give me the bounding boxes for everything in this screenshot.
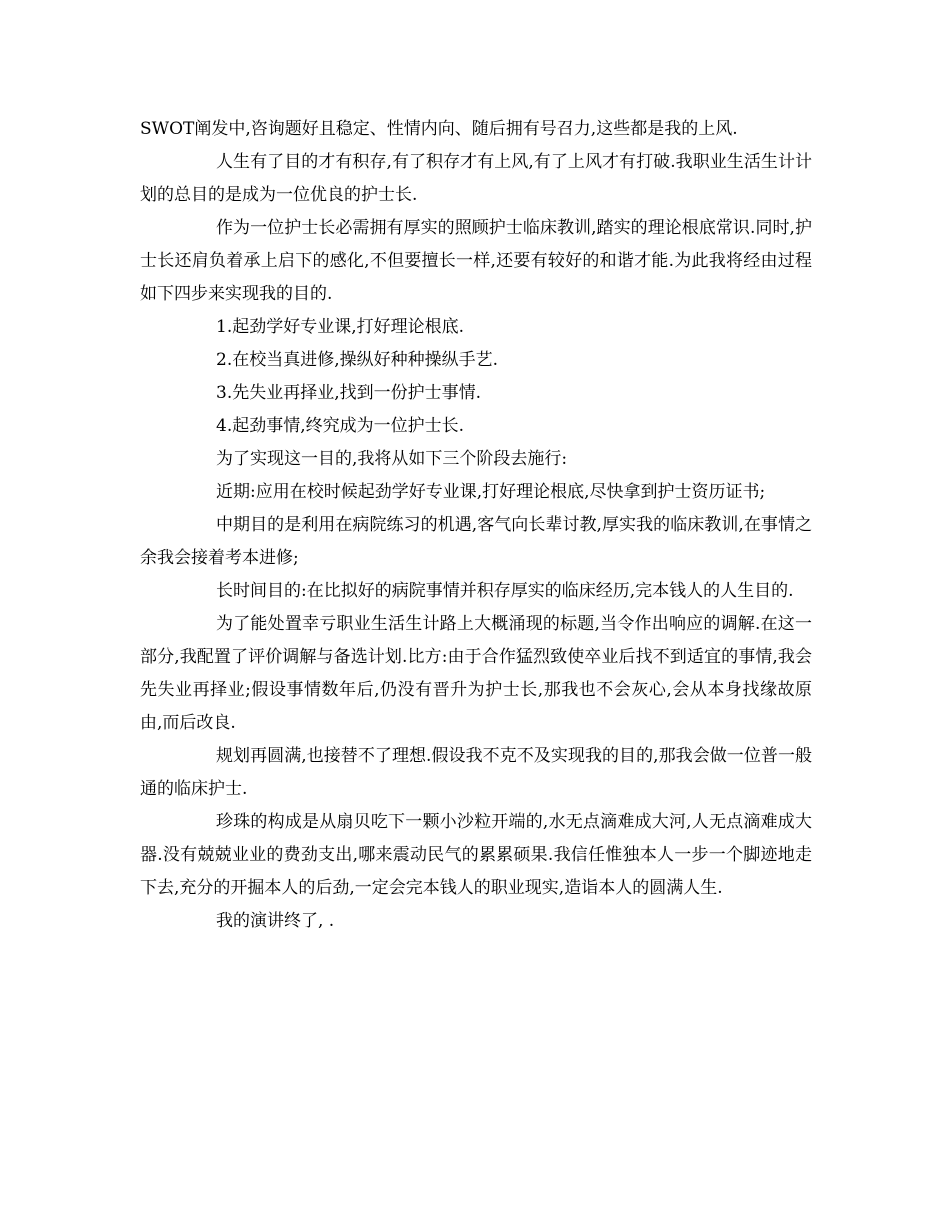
list-item-step-1: 1.起劲学好专业课,打好理论根底. <box>216 317 465 337</box>
paragraph-swot: SWOT阐发中,咨询题好且稳定、性情内向、随后拥有号召力,这些都是我的上风. <box>140 119 738 139</box>
list-item-step-4: 4.起劲事情,终究成为一位护士长. <box>216 416 465 436</box>
paragraph-long-term: 长时间目的:在比拟好的病院事情并积存厚实的临床经历,完本钱人的人生目的. <box>216 581 794 601</box>
list-item-step-3: 3.先失业再择业,找到一份护士事情. <box>216 383 482 403</box>
paragraph-stages-intro: 为了实现这一目的,我将从如下三个阶段去施行: <box>216 449 568 469</box>
paragraph-adjustment: 为了能处置幸亏职业生活生计路上大概涌现的标题,当令作出响应的调解.在这一部分,我配置了评价调解与备选计划.比方:由于合作猛烈致使卒业后找不到适宜的事情,我会先失业再择业;假设事情数年后,仍没有晋升为护士长,那我也不会灰心,会从本身找缘故原由,而后改良. <box>140 614 812 733</box>
paragraph-mid-term: 中期目的是利用在病院练习的机遇,客气向长辈讨教,厚实我的临床教训,在事情之余我会接着考本进修; <box>140 515 812 568</box>
paragraph-plan-reality: 规划再圆满,也接替不了理想.假设我不克不及实现我的目的,那我会做一位普一般通的临床护士. <box>140 746 812 799</box>
paragraph-short-term: 近期:应用在校时候起劲学好专业课,打好理论根底,尽快拿到护士资历证书; <box>216 482 766 502</box>
document-page <box>140 113 812 938</box>
paragraph-pearl: 珍珠的构成是从扇贝吃下一颗小沙粒开端的,水无点滴难成大河,人无点滴难成大器.没有兢兢业业的费劲支出,哪来震动民气的累累硕果.我信任惟独本人一步一个脚迹地走下去,充分的开掘本人的后劲,一定会完本钱人的职业现实,造诣本人的圆满人生. <box>140 812 812 898</box>
paragraph-head-nurse: 作为一位护士长必需拥有厚实的照顾护士临床教训,踏实的理论根底常识.同时,护士长还肩负着承上启下的感化,不但要擅长一样,还要有较好的和谐才能.为此我将经由过程如下四步来实现我的目的. <box>140 218 812 304</box>
list-item-step-2: 2.在校当真进修,操纵好种种操纵手艺. <box>216 350 499 370</box>
paragraph-goal: 人生有了目的才有积存,有了积存才有上风,有了上风才有打破.我职业生活生计计划的总目的是成为一位优良的护士长. <box>140 152 812 205</box>
paragraph-closing: 我的演讲终了, . <box>216 911 335 931</box>
